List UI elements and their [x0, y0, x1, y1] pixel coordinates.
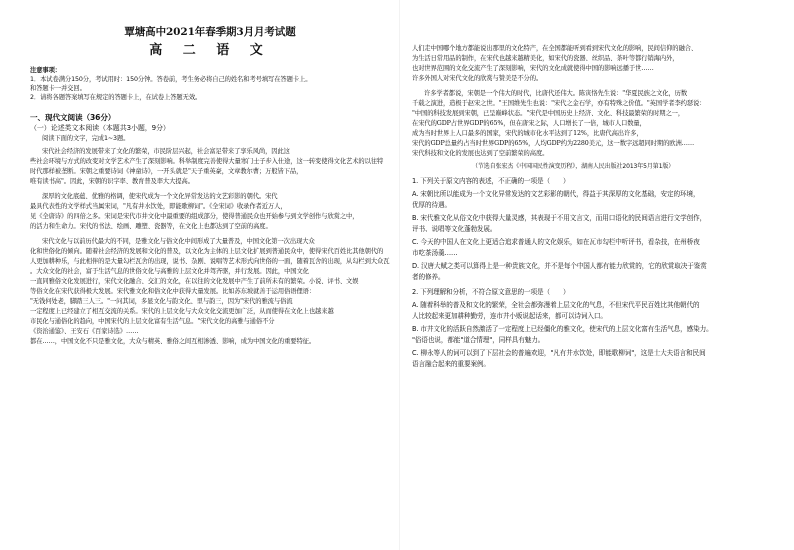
- passage-line: 都在……，中国文化不只是雅文化，大众与精英、雅俗之间互相渗透、影响，成为中国文化的重要特征。: [30, 338, 316, 345]
- question-option: A. 宋朝比所以能成为一个文化异常发达的文艺彩影的朝代，得益于其深厚的文化基础，安定的环境，: [412, 190, 700, 198]
- passage-line: 宋代社会经济的发展带来了文化的繁荣，市民阶层兴起，社会富足带来了享乐风尚，因此这: [42, 148, 290, 155]
- question-option: 语言融合起来的重要案例。: [412, 360, 490, 368]
- instruction: 阅读下面的文字，完成1~3题。: [42, 135, 130, 142]
- passage-line: 宋代科技和文化的发展也达到了空前繁荣的高度。: [412, 150, 549, 157]
- passage-line: 唯有读书高"。因此，宋朝的识字率、教育普及率大大提高。: [30, 178, 194, 185]
- notice-heading: 注意事项：: [30, 67, 61, 74]
- passage-line: 人更加耕种乐，与此相伴的是大量勾栏瓦舍的出现，说书、杂剧、说唱等艺术形式向世俗的一面，随着瓦舍的出现，从勾栏到大众瓦: [30, 258, 390, 265]
- question-option: C. 今天的中国人在文化上更适合追求普通人的文化娱乐，如在瓦市勾栏中听评书，看杂技，在州桥夜: [412, 238, 700, 246]
- passage-line: 一直同雅俗文化发展进行，宋代文化融合、交汇的文化，在以往的文化发展中产生了前所未有的繁荣。小说、评书、文娱: [30, 278, 359, 285]
- subject-title: 高 二 语 文: [149, 43, 271, 58]
- notice-item: 1．本试卷满分150分，考试用时：150分钟。答卷前，考生务必将自己的姓名和考号填写在答题卡上。: [30, 76, 312, 83]
- question-option: 评书、说唱等文化蓬勃发展。: [412, 225, 497, 233]
- question-option: 人比较起来更加耕种勤劳，连市井小贩说起话来，都可以诗词入口。: [412, 312, 607, 320]
- question-stem: 2. 下列理解和分析，不符合原文意思的一项是（ ）: [412, 288, 570, 296]
- passage-line: 最具代表性的文学样式当属宋词，"凡有井水饮处，即能歌柳词"。《全宋词》收录作者近万人，: [30, 203, 287, 210]
- column-divider: [399, 0, 400, 550]
- passage-line: 也对世界范围的文化交流产生了深刻影响，宋代的文化成就使得中国的影响远播于世……: [412, 65, 654, 72]
- section-heading: 一、现代文阅读（36分）: [30, 113, 116, 122]
- passage-line: 。大众文化的社会，富于生活气息的世俗文化与高雅的上层文化并驾齐驱，并行发展。因此，中国文化: [30, 268, 309, 275]
- question-option: A. 随着科举的普及和文化的繁荣，全社会都弥漫着上层文化的气息，不但宋代平民百姓比其他朝代的: [412, 301, 700, 309]
- question-stem: 1. 下列关于原文内容的表述，不正确的一项是（ ）: [412, 177, 570, 185]
- passage-line: 市民化与通俗化的趋向，中国宋代的上层文化富有生活气息。"宋代文化的高雅与通俗不分: [30, 318, 275, 325]
- question-option: 市吃茶汤羹……: [412, 249, 458, 257]
- question-option: B. 市井文化的活跃自然激活了一定程度上已经僵化的雅文化，使宋代的上层文化富有生活气息，感染力。: [412, 325, 713, 333]
- passage-line: 成为当时世界上人口最多的国家，宋代的城市化水平达到了12%，比唐代高出许多，: [412, 130, 643, 137]
- question-option: 优厚的待遇。: [412, 201, 451, 209]
- exam-title: 覃塘高中2021年春季期3月月考试题: [124, 26, 296, 38]
- passage-line: 化和世俗化的倾向。随着社会经济的发展和文化的普及，以文化为主体的上层文化扩展到普通民众中，使得宋代百姓比其他朝代的: [30, 248, 384, 255]
- notice-item: 2．请将各题答案填写在规定的答题卡上，在试卷上答题无效。: [30, 94, 202, 101]
- passage-line: 些社会环境与方式的改变对文学艺术产生了深刻影响。科举制度完善使得大量寒门士子步入仕途，这一转变使得文化艺术的以往特: [30, 158, 384, 165]
- passage-line: 《资治通鉴》、王安石《百家诗选》……: [30, 328, 139, 335]
- passage-line: 在宋代的GDP占世界GDP的65%，但在唐宋之际，人口增长了一倍，城市人口数量，: [412, 120, 646, 127]
- passage-line: 一定程度上已经建立了相互交流的关系。宋代的上层文化与大众文化交流更加广泛，从而使得在文化上也越来越: [30, 308, 334, 315]
- source-citation: （节选自张宏杰《中国国民性演变历程》，湖南人民出版社2013年5月第1版）: [472, 163, 675, 170]
- question-option: "俗语也说，都能"道合情理"，同样具有魅力。: [412, 336, 545, 344]
- passage-line: "无钱何处老，脚踏三人三。"一问其词，多显文化与韵文化、里与韵三，因为"宋代的雅流与俗流: [30, 298, 293, 305]
- passage-line: 宋代的GDP总量约占当时世界GDP的65%，人均GDP约为2280美元，这一数字远超同时期的欧洲……: [412, 140, 695, 147]
- passage-line: 等俗文化在宋代获得极大发展。宋代雅文化和俗文化中获得大量发展。比如苏东坡就善于运用俗语俚语：: [30, 288, 316, 295]
- notice-item: 和答题卡一并交回。: [30, 85, 86, 92]
- passage-line: 的活力和生命力。宋代的书法、绘画、雕塑、瓷器等，在文化上也都达到了空前的高度。: [30, 223, 272, 230]
- subsection-heading: （一）论述类文本阅读（本题共3小题，9分）: [30, 124, 170, 132]
- passage-line: 许多外国人对宋代文化的欣赏与赞美是不分的。: [412, 75, 543, 82]
- passage-line: 许多学者都说，宋朝是一个伟大的时代，比唐代还伟大。陈寅恪先生说："华夏民族之文化，历数: [424, 90, 688, 97]
- passage-line: 人们走中国哪个地方都能说出那里的文化特产，在全国都能听到看到宋代文化的影响，民间信仰的融合、: [412, 45, 698, 52]
- question-option: D. 汉唐大赋之类可以算得上是一种贵族文化，并不是每个中国人都有能力欣赏的，它的欣赏取决于鉴赏: [412, 262, 707, 270]
- passage-line: 为生活日常用品的制作，在宋代也越来越精美化，如宋代的瓷器、丝织品、茶叶等都行销海内外，: [412, 55, 679, 62]
- passage-line: 深厚的文化底蕴、优雅的格调，使宋代成为一个文化异常发达的文艺彩影的朝代。宋代: [42, 193, 278, 200]
- passage-line: 时代那样被垄断。宋朝之重要诗词《神童诗》，一开头就是"天子重英豪，文章教尔曹；万般皆下品，: [30, 168, 303, 175]
- passage-line: "中国的科技发展到宋朝，已呈巅峰状态。"宋代是中国历史上经济、文化、科技最繁荣的时期之一，: [412, 110, 685, 117]
- question-option: C. 柳永等人的词可以到了下层社会的普遍欢迎，"凡有井水饮处，即能歌柳词"，这是士大夫语言和民间: [412, 349, 706, 357]
- passage-line: 千载之演进，造极于赵宋之世。"王国维先生也说："宋代之金石学，亦有特殊之价值。"英国学者李约瑟说：: [412, 100, 706, 107]
- passage-line: 见《全唐诗》的四倍之多。宋词是宋代市井文化中最重要的组成部分，使得普通民众也开始参与到文学创作与欣赏之中，: [30, 213, 359, 220]
- passage-line: 宋代文化与以前历代最大的不同，是雅文化与俗文化中间形成了大量普及，中国文化第一次出现大众: [42, 238, 315, 245]
- question-option: 者的修养。: [412, 273, 445, 281]
- question-option: B. 宋代雅文化从俗文化中获得大量灵感，其表现于不用文言文，而用口语化的民间语言进行文学创作，: [412, 214, 707, 222]
